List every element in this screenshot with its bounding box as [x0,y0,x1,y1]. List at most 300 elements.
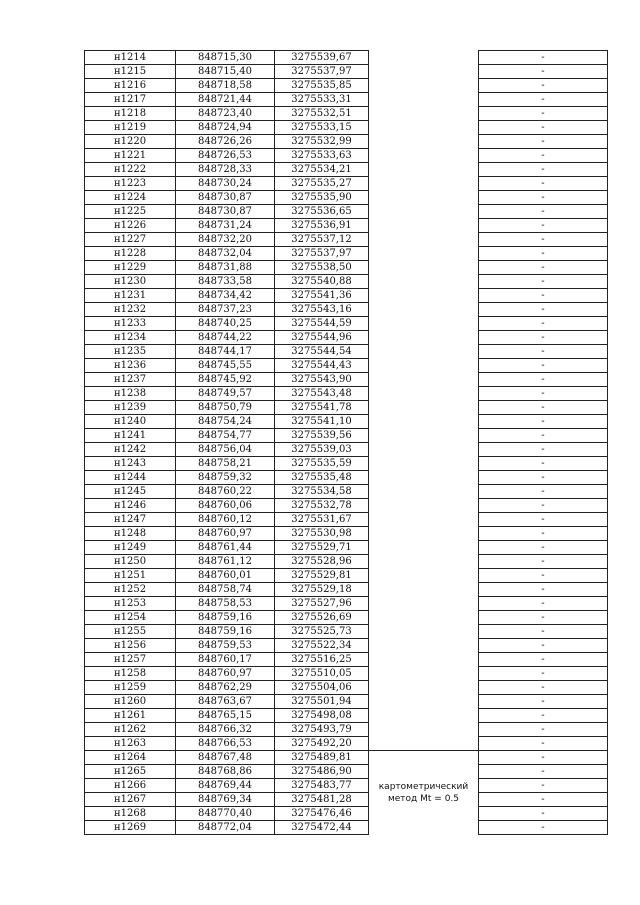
x-coordinate-cell: 848759,32 [176,471,275,485]
point-id-cell: н1236 [85,359,176,373]
method-cell-empty [369,289,479,303]
table-row [85,555,608,569]
x-coordinate-cell: 848745,55 [176,359,275,373]
x-coordinate-cell: 848760,97 [176,667,275,681]
table-row [85,793,608,807]
y-coordinate-cell: 3275534,21 [275,163,369,177]
table-row [85,821,608,835]
x-coordinate-cell: 848759,16 [176,611,275,625]
x-coordinate-cell: 848740,25 [176,317,275,331]
x-coordinate-cell: 848761,12 [176,555,275,569]
accuracy-cell: - [479,247,608,261]
table-row [85,807,608,821]
x-coordinate-cell: 848726,53 [176,149,275,163]
accuracy-cell: - [479,709,608,723]
accuracy-cell: - [479,149,608,163]
point-id-cell: н1248 [85,527,176,541]
accuracy-cell: - [479,499,608,513]
accuracy-cell: - [479,93,608,107]
method-cell-empty [369,415,479,429]
accuracy-cell: - [479,793,608,807]
table-row [85,611,608,625]
method-cell-empty [369,373,479,387]
x-coordinate-cell: 848765,15 [176,709,275,723]
method-cell-empty [369,359,479,373]
method-cell [369,751,479,835]
method-cell-empty [369,541,479,555]
accuracy-cell: - [479,289,608,303]
x-coordinate-cell: 848758,21 [176,457,275,471]
table-row [85,107,608,121]
accuracy-cell: - [479,737,608,751]
accuracy-cell: - [479,121,608,135]
y-coordinate-cell: 3275481,28 [275,793,369,807]
point-id-cell: н1214 [85,51,176,65]
accuracy-cell: - [479,331,608,345]
coordinate-table-body [85,51,608,835]
accuracy-cell: - [479,51,608,65]
table-row [85,219,608,233]
x-coordinate-cell: 848769,44 [176,779,275,793]
y-coordinate-cell: 3275544,59 [275,317,369,331]
y-coordinate-cell: 3275529,81 [275,569,369,583]
x-coordinate-cell: 848730,87 [176,205,275,219]
y-coordinate-cell: 3275533,15 [275,121,369,135]
y-coordinate-cell: 3275536,65 [275,205,369,219]
accuracy-cell: - [479,107,608,121]
method-cell-empty [369,569,479,583]
table-row [85,163,608,177]
x-coordinate-cell: 848737,23 [176,303,275,317]
accuracy-cell: - [479,597,608,611]
y-coordinate-cell: 3275543,48 [275,387,369,401]
point-id-cell: н1241 [85,429,176,443]
method-cell-empty [369,597,479,611]
y-coordinate-cell: 3275483,77 [275,779,369,793]
method-cell-empty [369,275,479,289]
accuracy-cell: - [479,653,608,667]
point-id-cell: н1249 [85,541,176,555]
y-coordinate-cell: 3275486,90 [275,765,369,779]
method-cell-empty [369,709,479,723]
table-row [85,639,608,653]
table-row [85,681,608,695]
method-cell-empty [369,219,479,233]
x-coordinate-cell: 848744,17 [176,345,275,359]
method-cell-empty [369,93,479,107]
y-coordinate-cell: 3275537,97 [275,247,369,261]
point-id-cell: н1243 [85,457,176,471]
method-cell-empty [369,513,479,527]
accuracy-cell: - [479,821,608,835]
method-cell-empty [369,527,479,541]
point-id-cell: н1260 [85,695,176,709]
table-row [85,695,608,709]
method-cell-empty [369,639,479,653]
accuracy-cell: - [479,583,608,597]
y-coordinate-cell: 3275540,88 [275,275,369,289]
point-id-cell: н1237 [85,373,176,387]
point-id-cell: н1220 [85,135,176,149]
method-cell-empty [369,667,479,681]
x-coordinate-cell: 848750,79 [176,401,275,415]
method-cell-empty [369,457,479,471]
y-coordinate-cell: 3275541,36 [275,289,369,303]
x-coordinate-cell: 848760,12 [176,513,275,527]
x-coordinate-cell: 848732,20 [176,233,275,247]
x-coordinate-cell: 848760,01 [176,569,275,583]
accuracy-cell: - [479,695,608,709]
x-coordinate-cell: 848754,24 [176,415,275,429]
accuracy-cell: - [479,205,608,219]
y-coordinate-cell: 3275537,12 [275,233,369,247]
x-coordinate-cell: 848768,86 [176,765,275,779]
point-id-cell: н1262 [85,723,176,737]
table-row [85,653,608,667]
method-cell-empty [369,191,479,205]
method-cell-empty [369,149,479,163]
method-cell-empty [369,233,479,247]
table-row [85,345,608,359]
method-cell-empty [369,177,479,191]
method-cell-empty [369,65,479,79]
point-id-cell: н1217 [85,93,176,107]
y-coordinate-cell: 3275529,71 [275,541,369,555]
method-cell-empty [369,583,479,597]
point-id-cell: н1226 [85,219,176,233]
x-coordinate-cell: 848761,44 [176,541,275,555]
x-coordinate-cell: 848744,22 [176,331,275,345]
accuracy-cell: - [479,513,608,527]
x-coordinate-cell: 848745,92 [176,373,275,387]
y-coordinate-cell: 3275498,08 [275,709,369,723]
accuracy-cell: - [479,723,608,737]
y-coordinate-cell: 3275535,59 [275,457,369,471]
table-row [85,191,608,205]
point-id-cell: н1218 [85,107,176,121]
x-coordinate-cell: 848732,04 [176,247,275,261]
accuracy-cell: - [479,639,608,653]
accuracy-cell: - [479,163,608,177]
x-coordinate-cell: 848723,40 [176,107,275,121]
x-coordinate-cell: 848769,34 [176,793,275,807]
y-coordinate-cell: 3275532,78 [275,499,369,513]
table-row [85,751,608,765]
table-row [85,401,608,415]
x-coordinate-cell: 848760,06 [176,499,275,513]
table-row [85,51,608,65]
accuracy-cell: - [479,191,608,205]
method-cell-empty [369,443,479,457]
point-id-cell: н1240 [85,415,176,429]
y-coordinate-cell: 3275526,69 [275,611,369,625]
y-coordinate-cell: 3275534,58 [275,485,369,499]
point-id-cell: н1251 [85,569,176,583]
y-coordinate-cell: 3275501,94 [275,695,369,709]
y-coordinate-cell: 3275493,79 [275,723,369,737]
table-row [85,597,608,611]
y-coordinate-cell: 3275541,78 [275,401,369,415]
table-row [85,765,608,779]
y-coordinate-cell: 3275472,44 [275,821,369,835]
method-cell-empty [369,317,479,331]
table-row [85,443,608,457]
point-id-cell: н1238 [85,387,176,401]
table-row [85,429,608,443]
point-id-cell: н1261 [85,709,176,723]
y-coordinate-cell: 3275536,91 [275,219,369,233]
method-cell-empty [369,163,479,177]
accuracy-cell: - [479,401,608,415]
y-coordinate-cell: 3275543,90 [275,373,369,387]
y-coordinate-cell: 3275492,20 [275,737,369,751]
table-row [85,177,608,191]
point-id-cell: н1225 [85,205,176,219]
point-id-cell: н1224 [85,191,176,205]
table-row [85,499,608,513]
table-row [85,247,608,261]
point-id-cell: н1234 [85,331,176,345]
x-coordinate-cell: 848759,16 [176,625,275,639]
accuracy-cell: - [479,471,608,485]
table-row [85,373,608,387]
x-coordinate-cell: 848721,44 [176,93,275,107]
accuracy-cell: - [479,303,608,317]
accuracy-cell: - [479,667,608,681]
point-id-cell: н1244 [85,471,176,485]
x-coordinate-cell: 848760,17 [176,653,275,667]
x-coordinate-cell: 848728,33 [176,163,275,177]
x-coordinate-cell: 848715,30 [176,51,275,65]
accuracy-cell: - [479,317,608,331]
point-id-cell: н1239 [85,401,176,415]
accuracy-cell: - [479,807,608,821]
method-cell-empty [369,387,479,401]
accuracy-cell: - [479,79,608,93]
y-coordinate-cell: 3275532,51 [275,107,369,121]
accuracy-cell: - [479,387,608,401]
table-row [85,261,608,275]
accuracy-cell: - [479,681,608,695]
method-cell-empty [369,261,479,275]
point-id-cell: н1268 [85,807,176,821]
method-cell-empty [369,247,479,261]
accuracy-cell: - [479,233,608,247]
table-row [85,667,608,681]
y-coordinate-cell: 3275525,73 [275,625,369,639]
x-coordinate-cell: 848762,29 [176,681,275,695]
point-id-cell: н1247 [85,513,176,527]
method-cell-empty [369,555,479,569]
y-coordinate-cell: 3275535,85 [275,79,369,93]
method-cell-empty [369,499,479,513]
table-row [85,331,608,345]
table-row [85,289,608,303]
y-coordinate-cell: 3275544,96 [275,331,369,345]
table-row [85,583,608,597]
accuracy-cell: - [479,765,608,779]
point-id-cell: н1216 [85,79,176,93]
point-id-cell: н1222 [85,163,176,177]
point-id-cell: н1232 [85,303,176,317]
method-cell-empty [369,429,479,443]
point-id-cell: н1221 [85,149,176,163]
y-coordinate-cell: 3275531,67 [275,513,369,527]
method-cell-empty [369,681,479,695]
x-coordinate-cell: 848766,53 [176,737,275,751]
accuracy-cell: - [479,219,608,233]
table-row [85,541,608,555]
table-row [85,485,608,499]
table-row [85,121,608,135]
point-id-cell: н1266 [85,779,176,793]
x-coordinate-cell: 848715,40 [176,65,275,79]
accuracy-cell: - [479,569,608,583]
accuracy-cell: - [479,65,608,79]
table-row [85,569,608,583]
x-coordinate-cell: 848749,57 [176,387,275,401]
point-id-cell: н1258 [85,667,176,681]
method-cell-empty [369,611,479,625]
point-id-cell: н1235 [85,345,176,359]
x-coordinate-cell: 848724,94 [176,121,275,135]
method-cell-empty [369,135,479,149]
point-id-cell: н1242 [85,443,176,457]
method-cell-empty [369,331,479,345]
point-id-cell: н1231 [85,289,176,303]
y-coordinate-cell: 3275510,05 [275,667,369,681]
table-row [85,149,608,163]
x-coordinate-cell: 848763,67 [176,695,275,709]
y-coordinate-cell: 3275541,10 [275,415,369,429]
table-row [85,471,608,485]
table-row [85,527,608,541]
method-cell-empty [369,653,479,667]
table-row [85,303,608,317]
x-coordinate-cell: 848726,26 [176,135,275,149]
table-row [85,205,608,219]
y-coordinate-cell: 3275538,50 [275,261,369,275]
y-coordinate-cell: 3275489,81 [275,751,369,765]
x-coordinate-cell: 848767,48 [176,751,275,765]
point-id-cell: н1256 [85,639,176,653]
table-row [85,723,608,737]
table-row [85,233,608,247]
method-cell-empty [369,625,479,639]
y-coordinate-cell: 3275539,03 [275,443,369,457]
point-id-cell: н1252 [85,583,176,597]
y-coordinate-cell: 3275522,34 [275,639,369,653]
method-cell-empty [369,485,479,499]
table-row [85,709,608,723]
method-cell-empty [369,345,479,359]
table-row [85,625,608,639]
point-id-cell: н1255 [85,625,176,639]
method-cell-empty [369,695,479,709]
y-coordinate-cell: 3275528,96 [275,555,369,569]
method-cell-empty [369,303,479,317]
accuracy-cell: - [479,485,608,499]
y-coordinate-cell: 3275535,48 [275,471,369,485]
y-coordinate-cell: 3275529,18 [275,583,369,597]
coordinate-table [84,50,608,835]
method-cell-empty [369,471,479,485]
point-id-cell: н1267 [85,793,176,807]
y-coordinate-cell: 3275539,67 [275,51,369,65]
method-cell-empty [369,107,479,121]
method-cell-empty [369,51,479,65]
method-note: картометрический метод Mt = 0.5 [378,781,469,804]
accuracy-cell: - [479,135,608,149]
accuracy-cell: - [479,541,608,555]
x-coordinate-cell: 848731,24 [176,219,275,233]
point-id-cell: н1229 [85,261,176,275]
method-cell-empty [369,121,479,135]
x-coordinate-cell: 848733,58 [176,275,275,289]
accuracy-cell: - [479,457,608,471]
point-id-cell: н1215 [85,65,176,79]
x-coordinate-cell: 848759,53 [176,639,275,653]
x-coordinate-cell: 848734,42 [176,289,275,303]
point-id-cell: н1230 [85,275,176,289]
point-id-cell: н1254 [85,611,176,625]
table-row [85,275,608,289]
accuracy-cell: - [479,527,608,541]
accuracy-cell: - [479,429,608,443]
accuracy-cell: - [479,177,608,191]
accuracy-cell: - [479,751,608,765]
y-coordinate-cell: 3275539,56 [275,429,369,443]
table-row [85,779,608,793]
y-coordinate-cell: 3275476,46 [275,807,369,821]
point-id-cell: н1259 [85,681,176,695]
accuracy-cell: - [479,261,608,275]
y-coordinate-cell: 3275532,99 [275,135,369,149]
point-id-cell: н1228 [85,247,176,261]
coordinate-table-sheet [84,50,602,835]
x-coordinate-cell: 848758,53 [176,597,275,611]
point-id-cell: н1246 [85,499,176,513]
point-id-cell: н1233 [85,317,176,331]
x-coordinate-cell: 848730,24 [176,177,275,191]
point-id-cell: н1263 [85,737,176,751]
accuracy-cell: - [479,625,608,639]
point-id-cell: н1269 [85,821,176,835]
y-coordinate-cell: 3275504,06 [275,681,369,695]
method-cell-empty [369,401,479,415]
x-coordinate-cell: 848718,58 [176,79,275,93]
y-coordinate-cell: 3275537,97 [275,65,369,79]
table-row [85,513,608,527]
point-id-cell: н1219 [85,121,176,135]
point-id-cell: н1265 [85,765,176,779]
table-row [85,317,608,331]
x-coordinate-cell: 848730,87 [176,191,275,205]
y-coordinate-cell: 3275544,54 [275,345,369,359]
y-coordinate-cell: 3275543,16 [275,303,369,317]
accuracy-cell: - [479,555,608,569]
method-cell-empty [369,79,479,93]
y-coordinate-cell: 3275544,43 [275,359,369,373]
point-id-cell: н1223 [85,177,176,191]
x-coordinate-cell: 848766,32 [176,723,275,737]
point-id-cell: н1253 [85,597,176,611]
point-id-cell: н1264 [85,751,176,765]
accuracy-cell: - [479,611,608,625]
point-id-cell: н1250 [85,555,176,569]
table-row [85,415,608,429]
accuracy-cell: - [479,373,608,387]
